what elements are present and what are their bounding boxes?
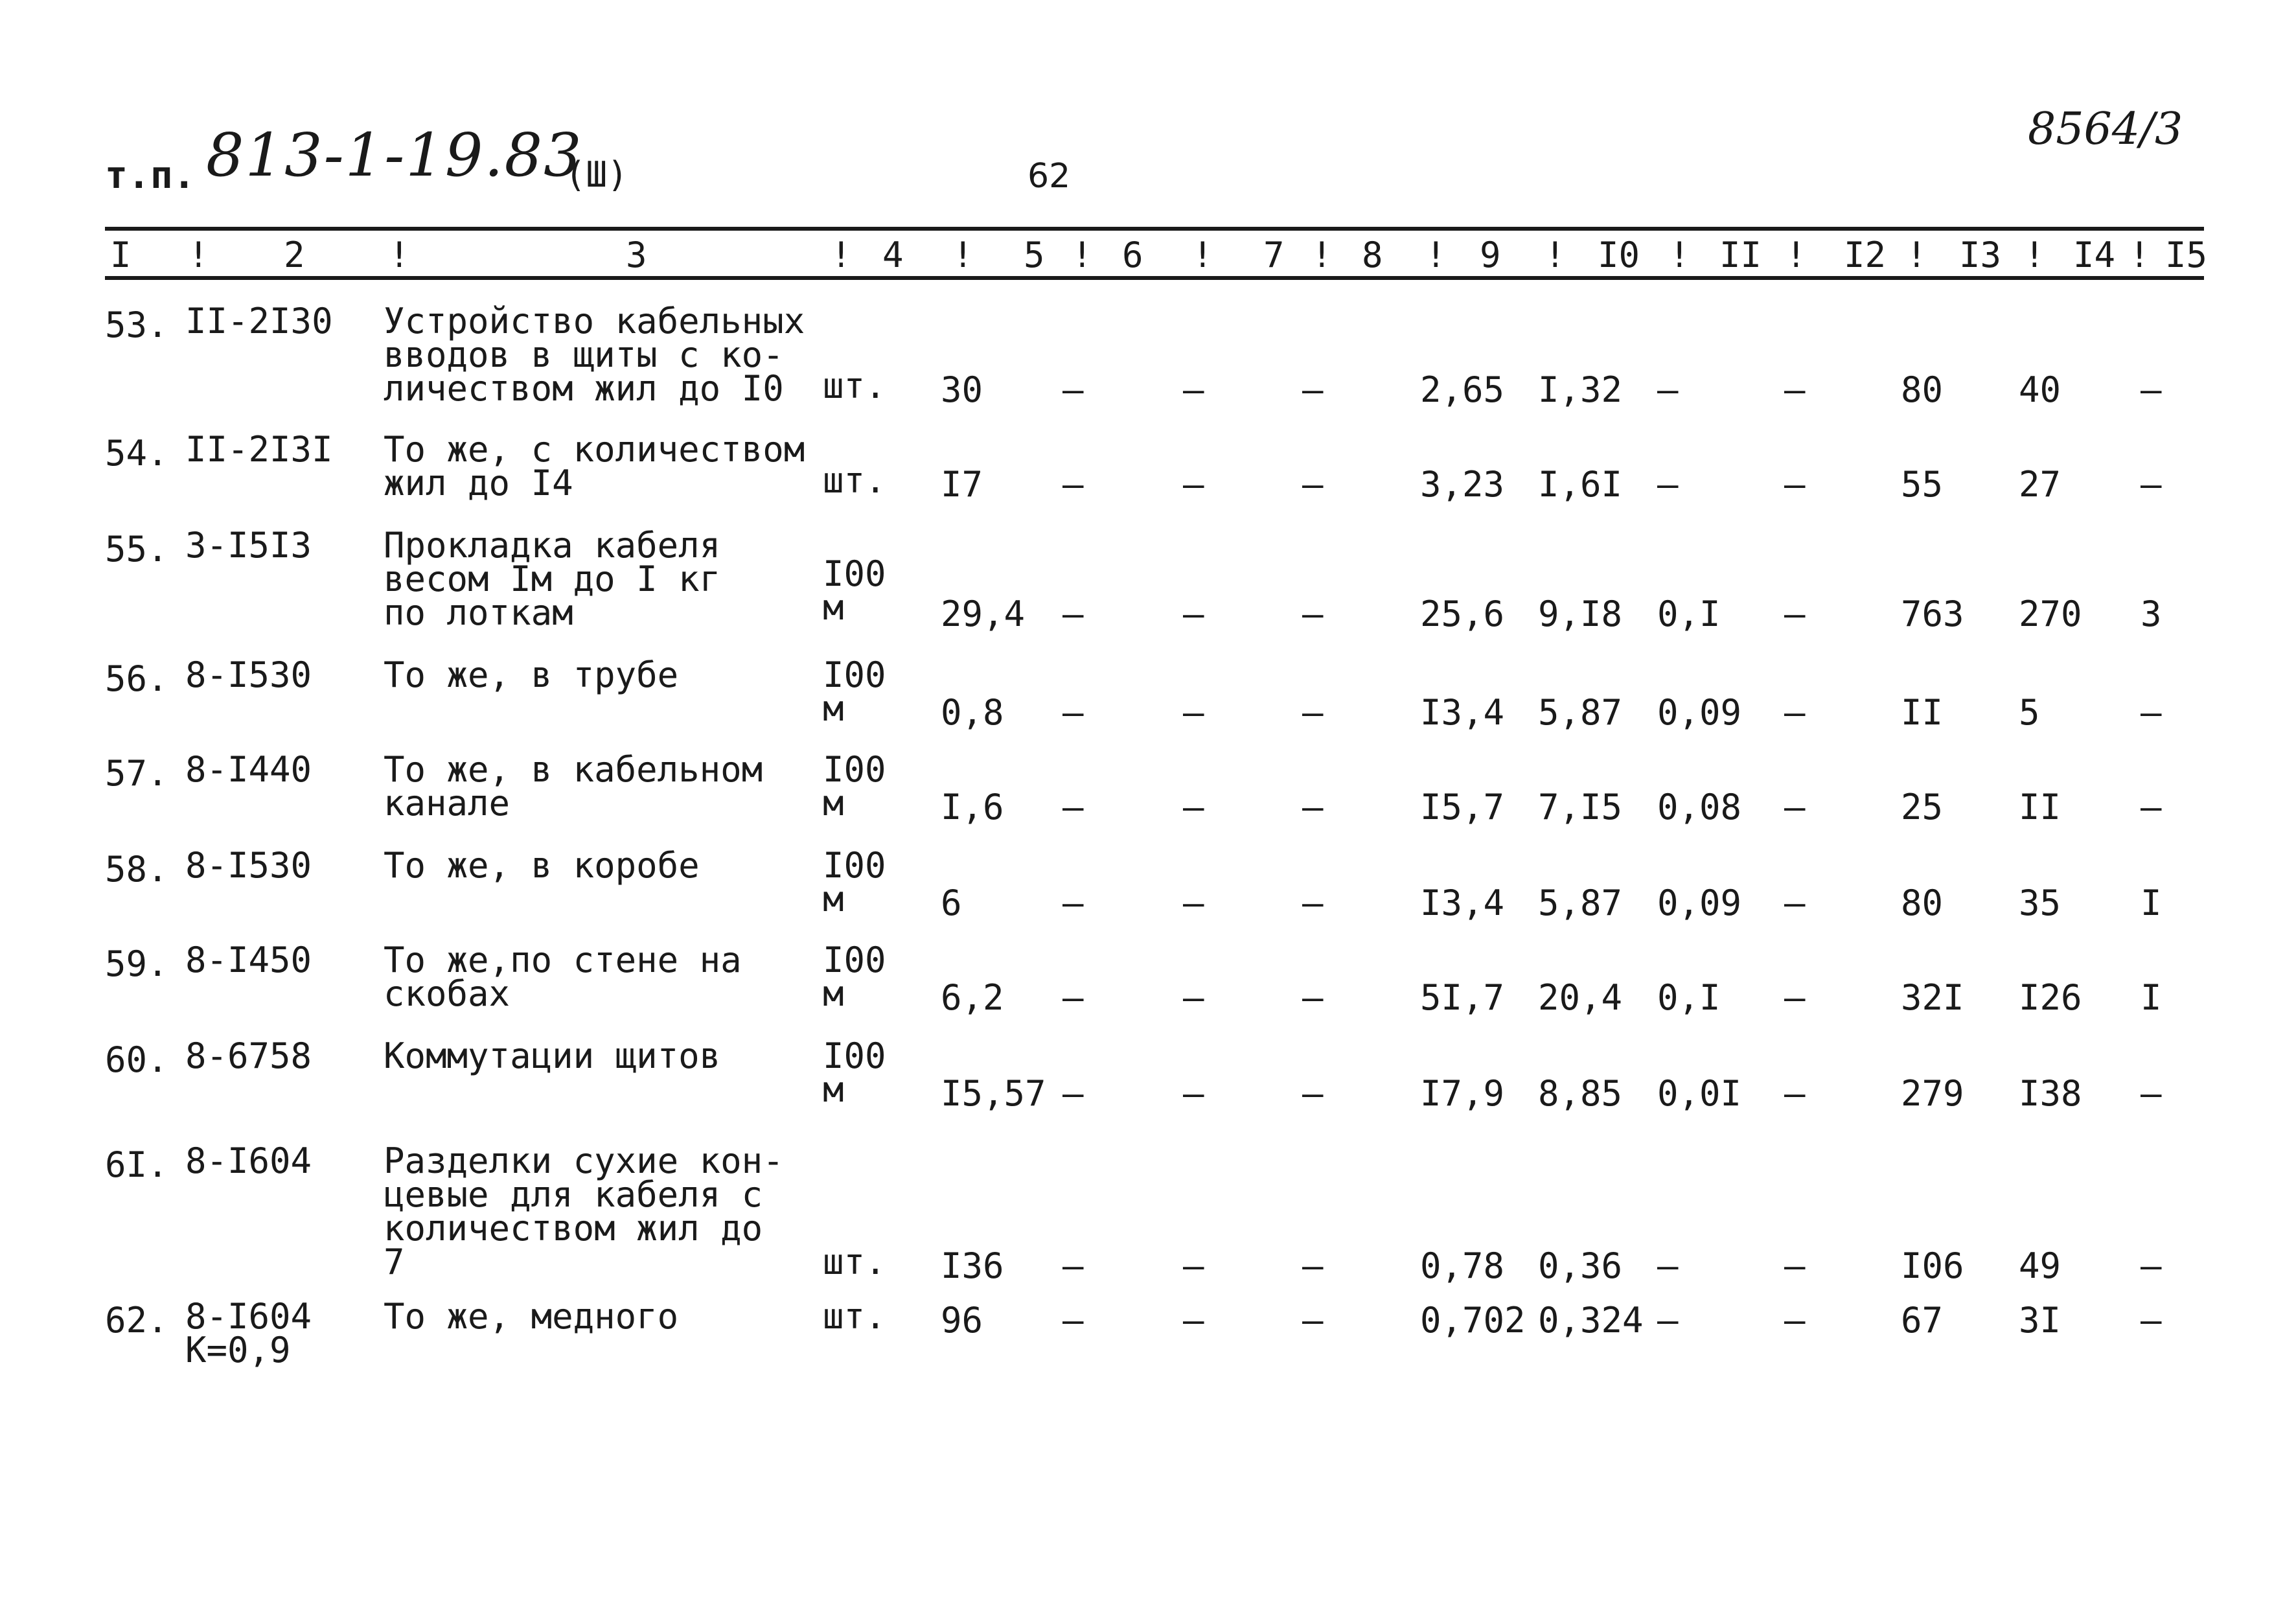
value-c13: 32I bbox=[1901, 977, 1964, 1018]
col-header-1: I bbox=[110, 235, 132, 275]
row-number: 56. bbox=[105, 658, 168, 699]
value-c11: – bbox=[1657, 1245, 1679, 1286]
value-qty: 30 bbox=[941, 369, 983, 410]
value-c7: – bbox=[1183, 369, 1204, 410]
unit-of-measure: шт. bbox=[823, 1242, 886, 1282]
value-c15: I bbox=[2141, 977, 2162, 1018]
col-header-14: I4 bbox=[2073, 235, 2116, 275]
unit-of-measure: I00 м bbox=[823, 1035, 886, 1110]
value-c12: – bbox=[1784, 369, 1806, 410]
value-c11: 0,09 bbox=[1657, 883, 1742, 923]
col-header-8: 8 bbox=[1362, 235, 1383, 275]
value-c8: – bbox=[1302, 1245, 1324, 1286]
col-separator: ! bbox=[2129, 235, 2150, 275]
unit-of-measure: шт. bbox=[823, 460, 886, 501]
value-c12: – bbox=[1784, 977, 1806, 1018]
row-number: 54. bbox=[105, 433, 168, 474]
value-c9: I3,4 bbox=[1420, 692, 1505, 733]
col-header-11: II bbox=[1719, 235, 1762, 275]
work-description: То же, в трубе bbox=[384, 654, 679, 695]
col-header-5: 5 bbox=[1024, 235, 1045, 275]
value-c12: – bbox=[1784, 692, 1806, 733]
col-separator: ! bbox=[188, 235, 209, 275]
value-c8: – bbox=[1302, 369, 1324, 410]
value-c13: 279 bbox=[1901, 1073, 1964, 1114]
value-c7: – bbox=[1183, 1073, 1204, 1114]
col-header-2: 2 bbox=[284, 235, 305, 275]
value-c8: – bbox=[1302, 1073, 1324, 1114]
value-c7: – bbox=[1183, 787, 1204, 827]
work-description: То же, медного bbox=[384, 1296, 679, 1337]
price-code: 8-6758 bbox=[185, 1035, 312, 1076]
row-number: 6I. bbox=[105, 1144, 168, 1185]
value-c13: 80 bbox=[1901, 883, 1944, 923]
row-number: 62. bbox=[105, 1300, 168, 1341]
price-code: 8-I530 bbox=[185, 845, 312, 886]
col-separator: ! bbox=[1785, 235, 1807, 275]
value-c6: – bbox=[1062, 883, 1084, 923]
value-c7: – bbox=[1183, 594, 1204, 634]
value-c11: – bbox=[1657, 369, 1679, 410]
value-c10: 20,4 bbox=[1538, 977, 1623, 1018]
page-number: 62 bbox=[1027, 157, 1071, 196]
value-c14: 40 bbox=[2019, 369, 2061, 410]
work-description: Коммутации щитов bbox=[384, 1035, 721, 1076]
value-c8: – bbox=[1302, 787, 1324, 827]
value-c13: 25 bbox=[1901, 787, 1944, 827]
col-header-13: I3 bbox=[1959, 235, 2002, 275]
value-c14: I26 bbox=[2019, 977, 2082, 1018]
value-c10: 8,85 bbox=[1538, 1073, 1623, 1114]
col-header-3: 3 bbox=[626, 235, 647, 275]
unit-of-measure: I00 м bbox=[823, 654, 886, 729]
value-c7: – bbox=[1183, 883, 1204, 923]
series-code: т.п. bbox=[105, 153, 196, 197]
value-c13: 763 bbox=[1901, 594, 1964, 634]
section-mark: (Ш) bbox=[565, 154, 628, 195]
value-c12: – bbox=[1784, 1300, 1806, 1341]
table-header-rule bbox=[105, 276, 2204, 280]
work-description: То же, в кабельном канале bbox=[384, 749, 763, 824]
value-c12: – bbox=[1784, 594, 1806, 634]
price-code: 8-I604 К=0,9 bbox=[185, 1296, 312, 1370]
col-header-9: 9 bbox=[1480, 235, 1501, 275]
value-c10: 0,36 bbox=[1538, 1245, 1623, 1286]
price-code: 8-I530 bbox=[185, 654, 312, 695]
value-qty: I36 bbox=[941, 1245, 1004, 1286]
work-description: Разделки сухие кон- цевые для кабеля с количеством жил до 7 bbox=[384, 1140, 784, 1282]
price-code: II-2I3I bbox=[185, 429, 333, 470]
sheet-number: 8564/3 bbox=[2028, 104, 2183, 155]
value-qty: I5,57 bbox=[941, 1073, 1046, 1114]
value-c8: – bbox=[1302, 464, 1324, 505]
value-c10: 7,I5 bbox=[1538, 787, 1623, 827]
value-qty: 6 bbox=[941, 883, 962, 923]
unit-of-measure: шт. bbox=[823, 1296, 886, 1337]
row-number: 58. bbox=[105, 849, 168, 890]
value-c9: I5,7 bbox=[1420, 787, 1505, 827]
price-code: 8-I440 bbox=[185, 749, 312, 790]
col-header-12: I2 bbox=[1844, 235, 1887, 275]
value-c12: – bbox=[1784, 883, 1806, 923]
unit-of-measure: I00 м bbox=[823, 553, 886, 628]
value-c6: – bbox=[1062, 1300, 1084, 1341]
work-description: Прокладка кабеля весом Iм до I кг по лоткам bbox=[384, 525, 721, 633]
col-separator: ! bbox=[1906, 235, 1927, 275]
value-qty: 6,2 bbox=[941, 977, 1004, 1018]
row-number: 60. bbox=[105, 1039, 168, 1080]
col-separator: ! bbox=[389, 235, 410, 275]
value-c9: 5I,7 bbox=[1420, 977, 1505, 1018]
price-code: 8-I604 bbox=[185, 1140, 312, 1181]
value-c14: 3I bbox=[2019, 1300, 2061, 1341]
value-qty: I7 bbox=[941, 464, 983, 505]
value-qty: 29,4 bbox=[941, 594, 1026, 634]
row-number: 55. bbox=[105, 529, 168, 570]
value-c8: – bbox=[1302, 594, 1324, 634]
value-c14: 35 bbox=[2019, 883, 2061, 923]
value-c6: – bbox=[1062, 1245, 1084, 1286]
value-c8: – bbox=[1302, 692, 1324, 733]
value-c13: II bbox=[1901, 692, 1944, 733]
value-c10: 9,I8 bbox=[1538, 594, 1623, 634]
value-c6: – bbox=[1062, 1073, 1084, 1114]
value-c9: I7,9 bbox=[1420, 1073, 1505, 1114]
value-c7: – bbox=[1183, 977, 1204, 1018]
work-description: Устройство кабельных вводов в щиты с ко- личеством жил до I0 bbox=[384, 301, 805, 409]
value-c9: 25,6 bbox=[1420, 594, 1505, 634]
value-c10: 5,87 bbox=[1538, 883, 1623, 923]
col-separator: ! bbox=[1311, 235, 1333, 275]
col-separator: ! bbox=[831, 235, 852, 275]
value-c15: – bbox=[2141, 464, 2162, 505]
value-c11: – bbox=[1657, 1300, 1679, 1341]
value-c15: I bbox=[2141, 883, 2162, 923]
col-separator: ! bbox=[952, 235, 974, 275]
value-c15: – bbox=[2141, 369, 2162, 410]
value-c12: – bbox=[1784, 1245, 1806, 1286]
value-c14: 5 bbox=[2019, 692, 2040, 733]
table-top-rule bbox=[105, 227, 2204, 231]
col-separator: ! bbox=[1192, 235, 1213, 275]
value-c6: – bbox=[1062, 464, 1084, 505]
col-header-10: I0 bbox=[1598, 235, 1640, 275]
value-c14: 270 bbox=[2019, 594, 2082, 634]
value-c9: 0,702 bbox=[1420, 1300, 1526, 1341]
value-c13: 55 bbox=[1901, 464, 1944, 505]
value-c15: – bbox=[2141, 1245, 2162, 1286]
value-c8: – bbox=[1302, 883, 1324, 923]
value-c10: 5,87 bbox=[1538, 692, 1623, 733]
row-number: 57. bbox=[105, 753, 168, 794]
value-c6: – bbox=[1062, 369, 1084, 410]
value-c6: – bbox=[1062, 594, 1084, 634]
value-c8: – bbox=[1302, 977, 1324, 1018]
value-c8: – bbox=[1302, 1300, 1324, 1341]
value-c7: – bbox=[1183, 692, 1204, 733]
row-number: 59. bbox=[105, 943, 168, 984]
value-c11: 0,08 bbox=[1657, 787, 1742, 827]
col-separator: ! bbox=[1669, 235, 1690, 275]
value-c11: 0,I bbox=[1657, 977, 1721, 1018]
col-header-7: 7 bbox=[1263, 235, 1285, 275]
project-number: 813-1-19.83 bbox=[206, 121, 583, 190]
value-c6: – bbox=[1062, 692, 1084, 733]
value-c6: – bbox=[1062, 787, 1084, 827]
value-qty: 96 bbox=[941, 1300, 983, 1341]
value-c12: – bbox=[1784, 787, 1806, 827]
col-separator: ! bbox=[1072, 235, 1093, 275]
work-description: То же, с количеством жил до I4 bbox=[384, 429, 805, 503]
col-separator: ! bbox=[1544, 235, 1566, 275]
value-c9: 3,23 bbox=[1420, 464, 1505, 505]
value-c11: 0,0I bbox=[1657, 1073, 1742, 1114]
value-c7: – bbox=[1183, 1300, 1204, 1341]
col-separator: ! bbox=[1425, 235, 1447, 275]
col-header-15: I5 bbox=[2165, 235, 2208, 275]
value-c11: 0,09 bbox=[1657, 692, 1742, 733]
value-c12: – bbox=[1784, 1073, 1806, 1114]
value-c15: – bbox=[2141, 1300, 2162, 1341]
value-qty: 0,8 bbox=[941, 692, 1004, 733]
col-header-6: 6 bbox=[1122, 235, 1143, 275]
value-c10: 0,324 bbox=[1538, 1300, 1644, 1341]
price-code: II-2I30 bbox=[185, 301, 333, 341]
value-c14: 27 bbox=[2019, 464, 2061, 505]
value-c15: 3 bbox=[2141, 594, 2162, 634]
work-description: То же,по стене на скобах bbox=[384, 940, 742, 1014]
col-separator: ! bbox=[2024, 235, 2045, 275]
value-c14: 49 bbox=[2019, 1245, 2061, 1286]
value-c11: – bbox=[1657, 464, 1679, 505]
row-number: 53. bbox=[105, 305, 168, 345]
value-c14: I38 bbox=[2019, 1073, 2082, 1114]
value-c13: 67 bbox=[1901, 1300, 1944, 1341]
value-c7: – bbox=[1183, 1245, 1204, 1286]
unit-of-measure: шт. bbox=[823, 365, 886, 406]
value-c7: – bbox=[1183, 464, 1204, 505]
value-c13: I06 bbox=[1901, 1245, 1964, 1286]
value-qty: I,6 bbox=[941, 787, 1004, 827]
value-c11: 0,I bbox=[1657, 594, 1721, 634]
value-c10: I,32 bbox=[1538, 369, 1623, 410]
price-code: 3-I5I3 bbox=[185, 525, 312, 566]
value-c10: I,6I bbox=[1538, 464, 1623, 505]
value-c15: – bbox=[2141, 1073, 2162, 1114]
value-c14: II bbox=[2019, 787, 2061, 827]
value-c15: – bbox=[2141, 692, 2162, 733]
work-description: То же, в коробе bbox=[384, 845, 700, 886]
value-c9: 0,78 bbox=[1420, 1245, 1505, 1286]
value-c9: 2,65 bbox=[1420, 369, 1505, 410]
unit-of-measure: I00 м bbox=[823, 940, 886, 1014]
value-c13: 80 bbox=[1901, 369, 1944, 410]
col-header-4: 4 bbox=[882, 235, 904, 275]
value-c6: – bbox=[1062, 977, 1084, 1018]
value-c12: – bbox=[1784, 464, 1806, 505]
value-c15: – bbox=[2141, 787, 2162, 827]
unit-of-measure: I00 м bbox=[823, 749, 886, 824]
price-code: 8-I450 bbox=[185, 940, 312, 980]
unit-of-measure: I00 м bbox=[823, 845, 886, 919]
value-c9: I3,4 bbox=[1420, 883, 1505, 923]
